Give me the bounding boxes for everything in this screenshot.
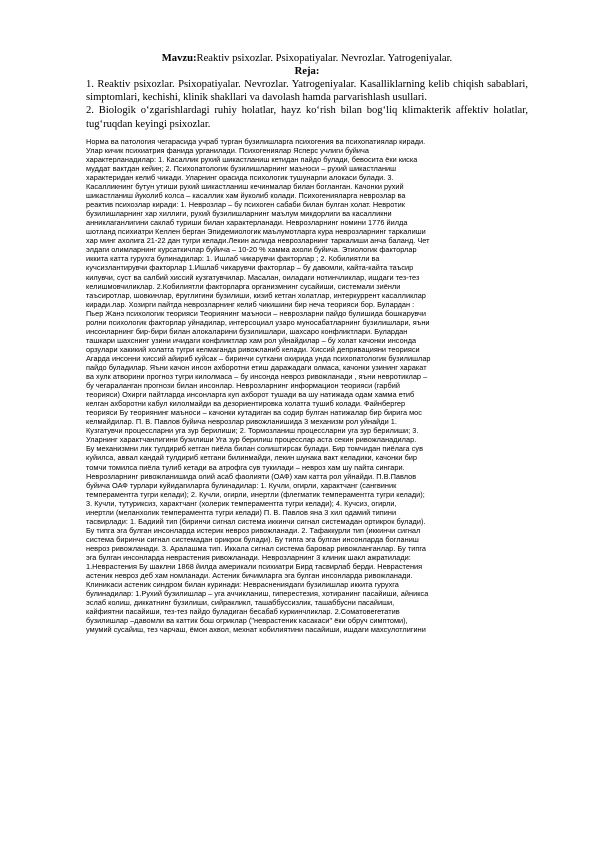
body-line: буйича ОАФ турлари куйидагиларга булинадилар: 1. Кучли, огирли, характчанг (сангвиник <box>86 480 397 490</box>
body-line: эга булган инсонларда неврастения ривожланади. Неврозларнинг 3 клиник шакл ажратилади: <box>86 552 411 562</box>
body-line: темпераментга тугри келади); 2. Кучли, огирли, инертли (флегматик темпераментга тугри келади); <box>86 489 425 499</box>
body-line: эслаб колиш, диккатнинг бузилиши, сийракликл, ташаббуссизлик, ташаббусни пасайиши, <box>86 598 395 608</box>
body-line: булинадилар: 1.Рухий бузилишлар – уга аччикланиш, гиперестезия, хотиранинг пасайиши, айникса <box>86 589 429 599</box>
title-text: Reaktiv psixozlar. Psixopatiyalar. Nevrozlar. Yatrogeniyalar. <box>196 53 453 64</box>
body-line: Уларнинг характчанлигини бузилиши Уга зур берилиш процесслар аста секин ривожланадилар. <box>86 435 417 445</box>
body-line: Агарда инсонни хиссий айириб куйсак – биринчи суткани охирида унда психопатологик бузилишлар <box>86 353 431 363</box>
body-line: система биринчи сигнал системадан орикрок булади). Бу типга эга булган инсонларда богланиш <box>86 534 419 544</box>
body-line: бузилишларнинг хар хиллиги, рухий бузилишларнинг маълум микдорлиги ва касалликни <box>86 209 392 219</box>
document-header <box>86 52 528 131</box>
body-line: реактив психозлар киради: 1. Неврозлар – бу психоген сабаби билан булган холат. Невротик <box>86 200 405 210</box>
title-prefix: Mavzu: <box>161 53 197 64</box>
body-line: невроз ривожланади. 3. Аралашма тип. Иккала сигнал система баровар ривожланганлар. Бу типга <box>86 543 426 553</box>
body-line: Касалликнинг бутун утиши рухий шикастланиш кечинмалар билан богланган. Качонки рухий <box>86 182 404 192</box>
body-line: Бу типга эга булган инсонларда истерик невроз ривожланади. 2. Тафаккурли тип (иккинчи сигнал <box>86 525 421 535</box>
body-line: хар минг ахолига 21-22 дан тугри келади.Лекин аслида неврозларнинг таркалиши анча баланд. Чет <box>86 236 430 246</box>
body-line: куйилса, аввал кандай тулдириб кетгани билинмайди, лекин шунака вакт келадики, качонки бир <box>86 453 418 463</box>
body-line: Кузгатувчи процессларни уга зур берилиши; 2. Тормозланиш процессларни уга зур берилиши; 3. <box>86 426 419 436</box>
body-line: Клиникаси астеник синдром билан куринади: Невраснениядаги бузилишлар иккита гурухга <box>86 580 399 590</box>
body-line: кайфиятни пасайиши, тез-тез пайдо буладиган бесабаб куркинчликлар. 2.Соматовегетатив <box>86 607 400 617</box>
body-line: Бу механизмни лик тулдириб кетган пиёла билан солиштирсак булади. Бир томчидан пиёлага сув <box>86 444 424 454</box>
body-line: Неврозларнинг ривожланишида олий асаб фаолияти (ОАФ) хам катта рол уйнайди. П.В.Павлов <box>86 471 417 481</box>
body-line: киради.лар. Хозирги пайтда неврозларнинг келиб чикишини бир неча теорияси бор. Булардан : <box>86 299 415 309</box>
body-line: ролни психологик факторлар уйнадилар, интерсоциал узаро муносабатларнинг бузилишлари, яъни <box>86 317 430 327</box>
body-line: шикастланиш йуколиб колса – касаллик хам йуколиб колади. Психогенияларга неврозлар ва <box>86 191 406 201</box>
body-line: инсонларнинг бир-бири билан алокаларини бузилишлари, шахсаро конфликтлари. Булардан <box>86 326 408 336</box>
body-line: умумий сусайиш, тез чарчаш, ёмон ахвол, мехнат кобилиятини пасайиши, ишдаги махсулотлигини <box>86 625 426 635</box>
plan-item-1: 1. Reaktiv psixozlar. Psixopatiyalar. Nevrozlar. Yatrogeniyalar. Kasalliklarning kelib chiqish sabablari, simptomlari, kechishi, klinik shakllari va davolash hamda parvarishlash usullari. <box>86 79 528 104</box>
body-line: бу чегараланган прогнози билан инсонлар. Неврозларнинг информацион теорияси (гарбий <box>86 381 400 391</box>
body-line: тасвирлади: 1. Бадиий тип (биринчи сигнал система иккинчи сигнал системадан ортикрок булади). <box>86 516 426 526</box>
body-line: теорияси) Охирги пайтларда инсонларга куп ахборот тушади ва шу натижада одам хамма етиб <box>86 390 415 400</box>
body-line: келмайдилар. П. В. Павлов буйича неврозлар ривожланишида 3 механизм рол уйнайди 1. <box>86 417 397 427</box>
body-line: таъсиротлар, шовкинлар, ёруглигини бузилиши, кизиб кетган холатлар, интеркуррент касалликлар <box>86 290 426 300</box>
body-line: 3. Кучли, тутуриксиз, характчанг (холерик темпераментга тугри келади); 4. Кучсиз, огирли, <box>86 498 397 508</box>
plan-heading: Reja: <box>294 66 320 77</box>
body-line: иккита катта гурухга булинадилар: 1. Ишлаб чикарувчи факторлар ; 2. Кобилиятли ва <box>86 254 380 264</box>
body-line: томчи томилса пиёла тулиб кетади ва атрофга сув тукилади – невроз хам шу пайта сингари. <box>86 462 405 472</box>
body-line: Норма ва патология чегарасида учраб турган бузилишларга психогения ва психопатиялар киради. <box>86 136 426 146</box>
body-line: Улар кичик психиатрия фанида урганилади. Психогениялар Ясперс учлиги буйича <box>86 145 369 155</box>
document-title <box>86 52 528 65</box>
document-page <box>86 52 528 634</box>
body-line: келишмовчиликлар. 2.Кобилиятли факторларга организмнинг сусайиши, системали зиёнли <box>86 281 401 291</box>
plan-item-2: 2. Biologik o‘zgarishlardagi ruhiy holatlar, hayz ko‘rish bilan bog‘liq klimakterik affektiv holatlar, tug‘ruqdan keyingi psixozlar. <box>86 105 528 130</box>
body-line: характеридан келиб чикади. Уларнинг орасида психологик тушунарли алокаси булади. 3. <box>86 173 394 182</box>
body-line: 1.Неврастения Бу шаклни 1868 йилда америкали психиатри Бирд тасвирлаб берди. Неврастения <box>86 562 423 572</box>
body-line: астеник невроз деб хам номланади. Астеник бичимларга эга булган инсонларда ривожланади. <box>86 571 413 581</box>
document-body <box>86 137 528 635</box>
body-line: муддат вактдан кейин; 2. Психопатологик бузилишларнинг маъноси – рухий шикастланиш <box>86 163 397 173</box>
body-line: характерланадилар: 1. Касаллик рухий шикастланиш кетидан пайдо булади, бевосита ёки киска <box>86 154 418 164</box>
body-line: инертли (меланхолик темпераментга тугри келади) П. В. Павлов яна 3 хил одамий типини <box>86 507 397 517</box>
body-line: ташкари шахснинг узини ичидаги конфликтлар хам рол уйнайдилар – бу холат качонки инсонда <box>86 335 417 345</box>
body-line: пайдо буладилар. Яъни качон инсон ахборотни етиш даражадаги олмаса, качонки узининг харакат <box>86 362 427 372</box>
body-line: килувчи, суст ва салбий хиссий кузгатувчилар. Масалан, оиладаги нотинчликлар, ишдаги тез-тез <box>86 272 420 282</box>
body-line: Пьер Жанэ психологик теорияси Теориянинг маъноси – неврозларни пайдо булишида бошкарувчи <box>86 308 426 318</box>
body-line: келган ахборотни кабул килолмайди ва дезориентировка холатга тушиб колади. Файнбергер <box>86 399 406 409</box>
body-line: теорияси Бу теориянинг маъноси – качонки кутадиган ва содир булган натижалар бир бирига мос <box>86 408 422 418</box>
body-line: кучсизлантирувчи факторлар 1.Ишлаб чикарувчи факторлар – бу давомли, кайта-кайта таъсир <box>86 263 414 273</box>
body-line: орзулари хакикий холатга тугри келмаганда ривожланиб келади. Хиссий депривацияни теорияси <box>86 344 420 354</box>
body-line: бузилишлар –давомли ва каттик бош огриклар ("неврастеник касакаси" ёки обруч симптоми), <box>86 616 408 626</box>
body-line: ва хулк атворини прогноз тугри килолмаса – бу инсонда невроз ривожланади , яъни невротиклар – <box>86 372 428 382</box>
body-line: шотланд психиатри Келлен берган Эпидемиологик маълумотларга кура неврозларнинг таркалиши <box>86 227 426 237</box>
body-line: анниклаганлигини саклаб туриши билан характерланади. Неврозларнинг номини 1776 йилда <box>86 218 408 228</box>
body-line: элдаги олимларнинг курсаткичлар буйича – 10-20 % хамма ахоли буйича. Этиологик факторлар <box>86 245 417 255</box>
